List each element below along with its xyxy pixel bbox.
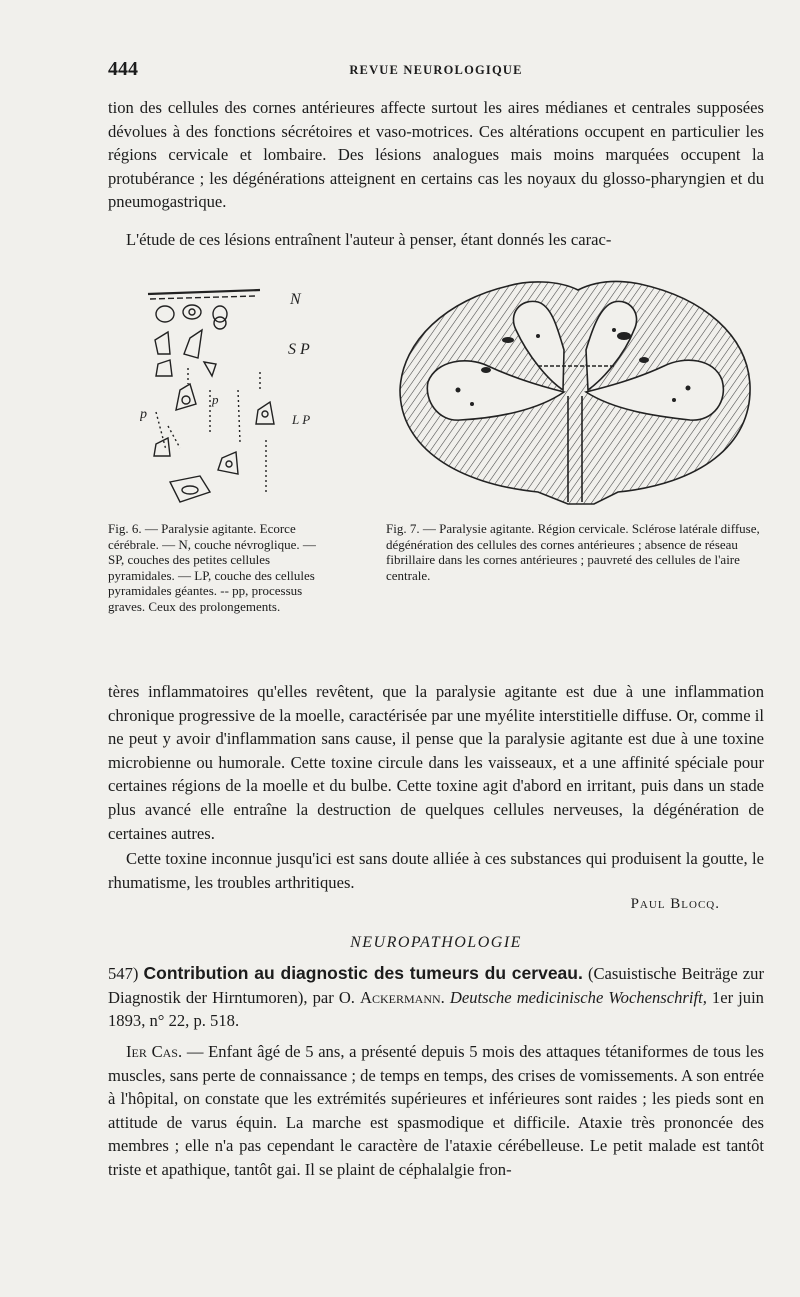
article-author: Ackermann. <box>360 987 445 1007</box>
figure-6-cortex-drawing <box>140 272 350 517</box>
page-number: 444 <box>108 58 138 80</box>
paragraph-1: tion des cellules des cornes antérieures affecte surtout les aires médianes et centrales supposées dévolues à des fonctions sécrétoires et vaso-motrices. Ces altérations occupent en particulier les régions cervicale et lombaire. Des lésions analogues mais moins marquées occupent la protubérance ; les dégénérations atteignent en certains cas les noyaux du glosso-pharyngien et du pneumogastrique. <box>108 98 764 212</box>
fig6-label-sp: S P <box>288 341 310 358</box>
running-title: REVUE NEUROLOGIQUE <box>349 63 523 77</box>
figure-7-spinal-cord-drawing <box>388 270 760 514</box>
paragraph-2: L'étude de ces lésions entraînent l'auteur à penser, étant donnés les carac- <box>126 230 612 249</box>
article-header <box>108 962 764 1033</box>
fig6-label-lp: L P <box>292 412 311 427</box>
section-title: NEUROPATHOLOGIE <box>350 934 522 951</box>
article-number: 547) <box>108 964 139 983</box>
paragraph-4: Cette toxine inconnue jusqu'ici est sans doute alliée à ces substances qui produisent la goutte, le rhumatisme, les troubles arthritiques. <box>108 849 764 892</box>
article-date: 1er juin 1893, n° 22, p. 518. <box>108 987 764 1031</box>
fig6-label-p-center: p <box>212 392 219 407</box>
case-label: Ier Cas. <box>126 1042 183 1061</box>
paragraph-3: tères inflammatoires qu'elles revêtent, que la paralysie agitante est due à une inflammation chronique progressive de la moelle, caractérisée par une myélite interstitielle diffuse. Or, comme il ne peut y avoir d'inflammation sans cause, il pense que la paralysie agitante est due à une toxine microbienne ou humorale. Cette toxine circule dans les vaisseaux, et a une affinité spéciale pour certaines régions de la moelle et du bulbe. Cette toxine agit d'abord en irritant, puis dans un stade plus avancé elle entraîne la destruction de quelques cellules nerveuses, la dégénération de certaines autres. <box>108 682 764 843</box>
figure-6-caption: Fig. 6. — Paralysie agitante. Ecorce cérébrale. — N, couche névroglique. — SP, couches des petites cellules pyramidales. — LP, couche des cellules pyramidales géantes. -- pp, processus graves. Ceux des prolongements. <box>108 521 316 614</box>
article-title: Contribution au diagnostic des tumeurs du cerveau. <box>143 963 583 983</box>
page-header <box>108 58 764 82</box>
case-text: — Enfant âgé de 5 ans, a présenté depuis 5 mois des attaques tétaniformes de tous les muscles, sans perte de connaissance ; de temps en temps, des crises de vomissements. A son entrée à l'hôpital, on constate que les extrémités supérieures et inférieures sont raides ; les pieds sont en attitude de varus équin. La marche est spasmodique et difficile. Ataxie très prononcée des membres ; elle n'a pas cependant le caractère de l'ataxie cérébelleuse. Le petit malade est tantôt triste et apathique, tantôt gai. Il se plaint de céphalalgie fron- <box>108 1042 764 1179</box>
case-paragraph <box>108 1040 764 1182</box>
figure-7-caption: Fig. 7. — Paralysie agitante. Région cervicale. Sclérose latérale diffuse, dégénération des cellules des cornes antérieures ; absence de réseau fibrillaire dans les cornes antérieures ; pauvreté des cellules de l'aire centrale. <box>386 521 760 583</box>
article-journal: Deutsche medicinische Wochenschrift, <box>449 987 707 1007</box>
signature: Paul Blocq. <box>630 896 720 912</box>
article-original-title: (Casuistische Beiträge zur Diagnostik der Hirntumoren), par O. <box>108 964 764 1007</box>
fig6-label-n: N <box>290 291 301 308</box>
fig6-label-p-left: p <box>140 407 147 422</box>
